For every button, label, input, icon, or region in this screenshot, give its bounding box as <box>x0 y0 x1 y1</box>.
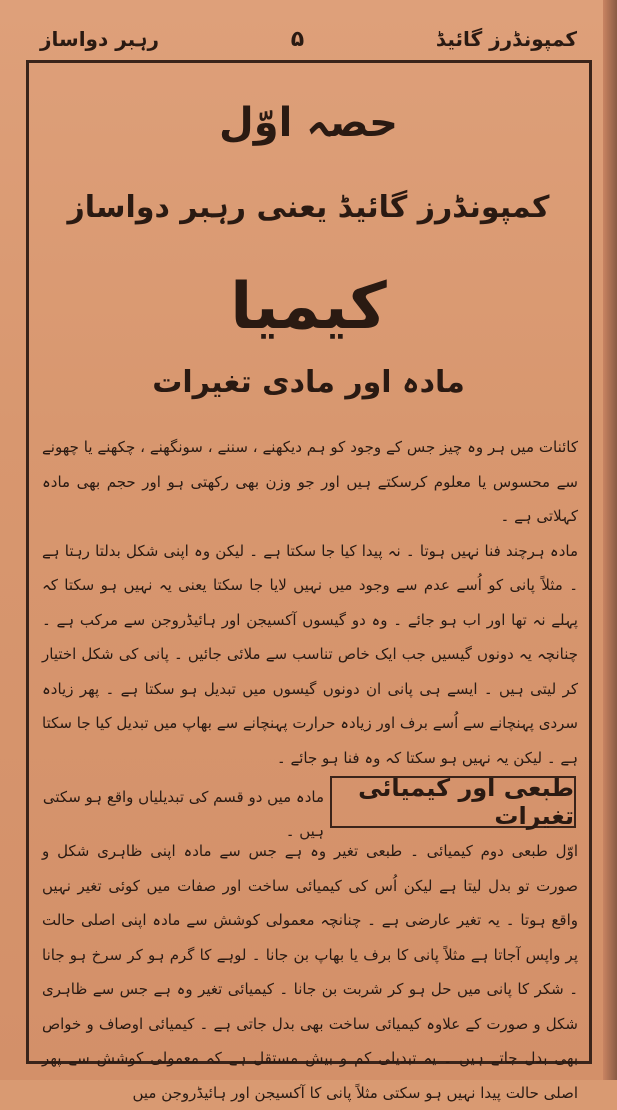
page-edge-shadow <box>603 0 617 1080</box>
section-intro-line: مادہ میں دو قسم کی تبدیلیاں واقع ہو سکتی ہیں ۔ <box>42 788 324 840</box>
subject-title: کیمیا <box>230 270 387 344</box>
section-heading-box: طبعی اور کیمیائی تغیرات <box>330 776 576 828</box>
chapter-heading: مادہ اور مادی تغیرات <box>152 365 465 400</box>
page-number: ۵ <box>290 26 305 52</box>
header-right-text: کمپونڈرز گائیڈ <box>435 27 577 51</box>
section-paragraph: اوّل طبعی دوم کیمیائی ۔ طبعی تغیر وہ ہے جس سے مادہ اپنی ظاہری شکل و صورت تو بدل لیتا ہے لیکن اُس کی کیمیائی ساخت اور صفات میں کوئی تغیر نہیں واقع ہوتا ۔ یہ تغیر عارضی ہے ۔ چنانچہ معمولی کوشش سے مادہ اپنی اصلی حالت پر واپس آجاتا ہے مثلاً پانی کا برف یا بھاپ بن جانا ۔ لوہے کا گرم ہو کر سرخ ہو جانا ۔ شکر کا پانی میں حل ہو کر شربت بن جانا ۔ کیمیائی تغیر وہ ہے جس سے ظاہری شکل و صورت کے علاوہ کیمیائی ساخت بھی بدل جاتی ہے ۔ کیمیائی اوصاف و خواص بھی بدل جاتے ہیں ۔ یہ تبدیلی کم و بیش مستقل ہے کہ معمولی کوشش سے پھر اصلی حالت پیدا نہیں ہو سکتی مثلاً پانی کا آکسیجن اور ہائیڈروجن میں <box>42 842 578 1102</box>
paragraph: مادہ ہرچند فنا نہیں ہوتا ۔ نہ پیدا کیا جا سکتا ہے ۔ لیکن وہ اپنی شکل بدلتا رہتا ہے ۔ مثلاً پانی کو اُسے عدم سے وجود میں نہیں لایا جا سکتا یعنی یہ نہیں ہو سکتا کہ پہلے نہ تھا اور اب ہو جائے ۔ وہ دو گیسوں آکسیجن اور ہائیڈروجن سے مرکب ہے ۔ چنانچہ یہ دونوں گیسیں جب ایک خاص تناسب سے ملائی جائیں ۔ پانی کی شکل اختیار کر لیتی ہیں ۔ ایسے ہی پانی ان دونوں گیسوں میں تبدیل ہو سکتا ہے ۔ پھر زیادہ سردی پہنچانے سے اُسے برف اور زیادہ حرارت پہنچانے سے بھاپ میں تبدیل کیا جا سکتا ہے ۔ لیکن یہ نہیں ہو سکتا کہ وہ فنا ہو جائے ۔ <box>42 541 578 767</box>
part-heading: حصہ اوّل <box>219 100 398 146</box>
paragraph: کائنات میں ہر وہ چیز جس کے وجود کو ہم دیکھنے ، سننے ، سونگھنے ، چکھنے یا چھونے سے محسوس یا معلوم کرسکتے ہیں اور جو وزن بھی رکھتی ہو اور حجم بھی مادہ کہلاتی ہے ۔ <box>42 438 578 525</box>
intro-paragraphs <box>42 430 578 775</box>
header-left-text: رہبر دواساز <box>40 27 160 51</box>
running-header <box>40 22 577 56</box>
book-title: کمپونڈرز گائیڈ یعنی رہبر دواساز <box>67 190 550 225</box>
